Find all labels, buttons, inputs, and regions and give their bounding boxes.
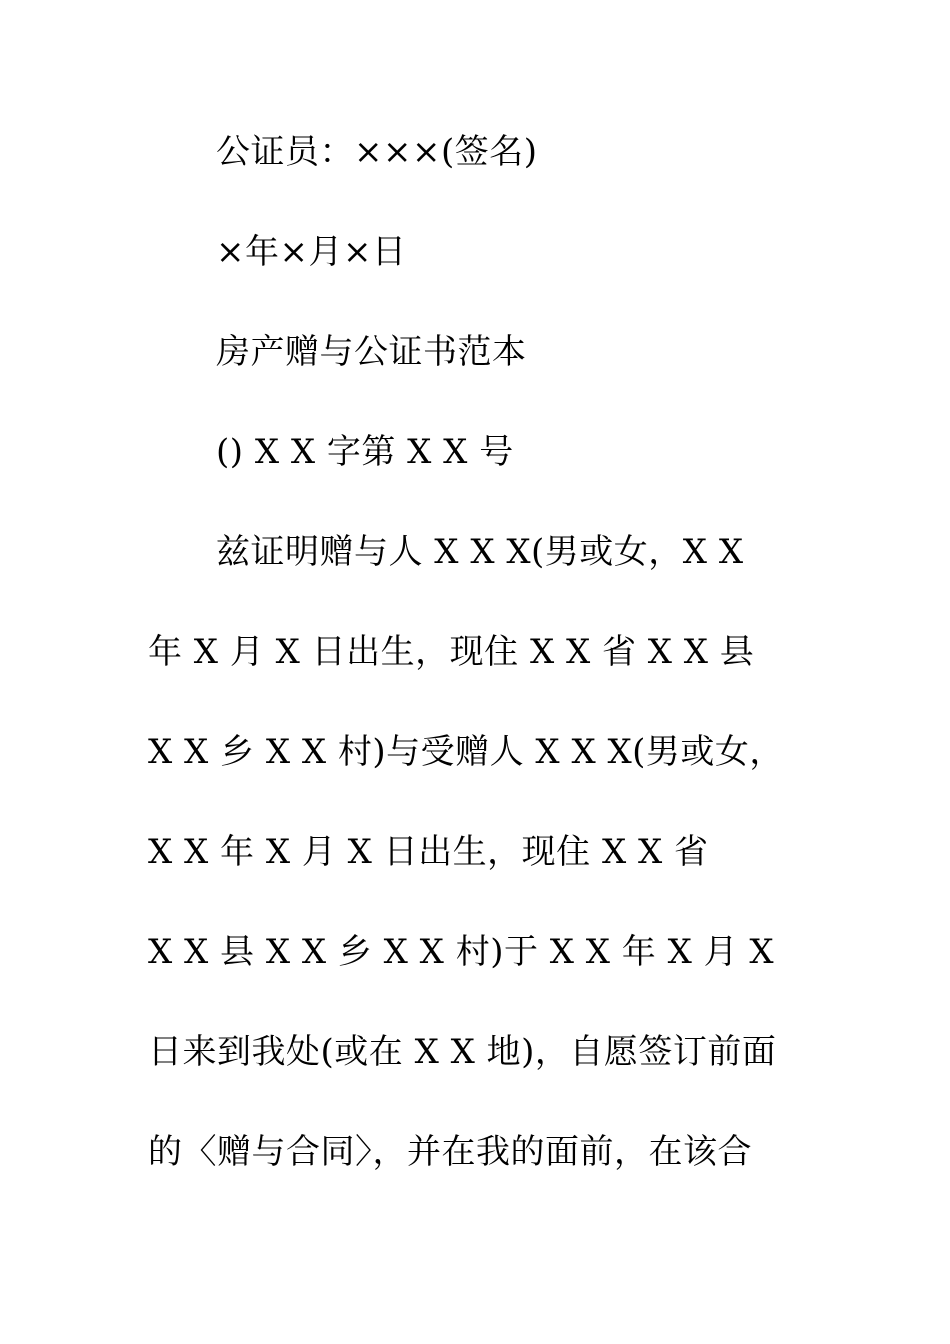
date-line: ×年×月×日	[216, 232, 407, 272]
body-line-7: 的〈赠与合同〉，并在我的面前，在该合	[148, 1132, 752, 1172]
body-line-4: X X 年 X 月 X 日出生，现住 X X 省	[148, 832, 709, 872]
body-line-5: X X 县 X X 乡 X X 村)于 X X 年 X 月 X	[148, 932, 775, 972]
reference-number: () X X 字第 X X 号	[216, 432, 514, 472]
body-line-1: 兹证明赠与人 X X X(男或女，X X	[216, 532, 744, 572]
body-line-3: X X 乡 X X 村)与受赠人 X X X(男或女，	[148, 732, 784, 772]
section-title: 房产赠与公证书范本	[216, 332, 527, 372]
body-line-2: 年 X 月 X 日出生，现住 X X 省 X X 县	[148, 632, 755, 672]
notary-signature-line: 公证员：×××(签名)	[216, 132, 538, 172]
body-line-6: 日来到我处(或在 X X 地)，自愿签订前面	[148, 1032, 777, 1072]
